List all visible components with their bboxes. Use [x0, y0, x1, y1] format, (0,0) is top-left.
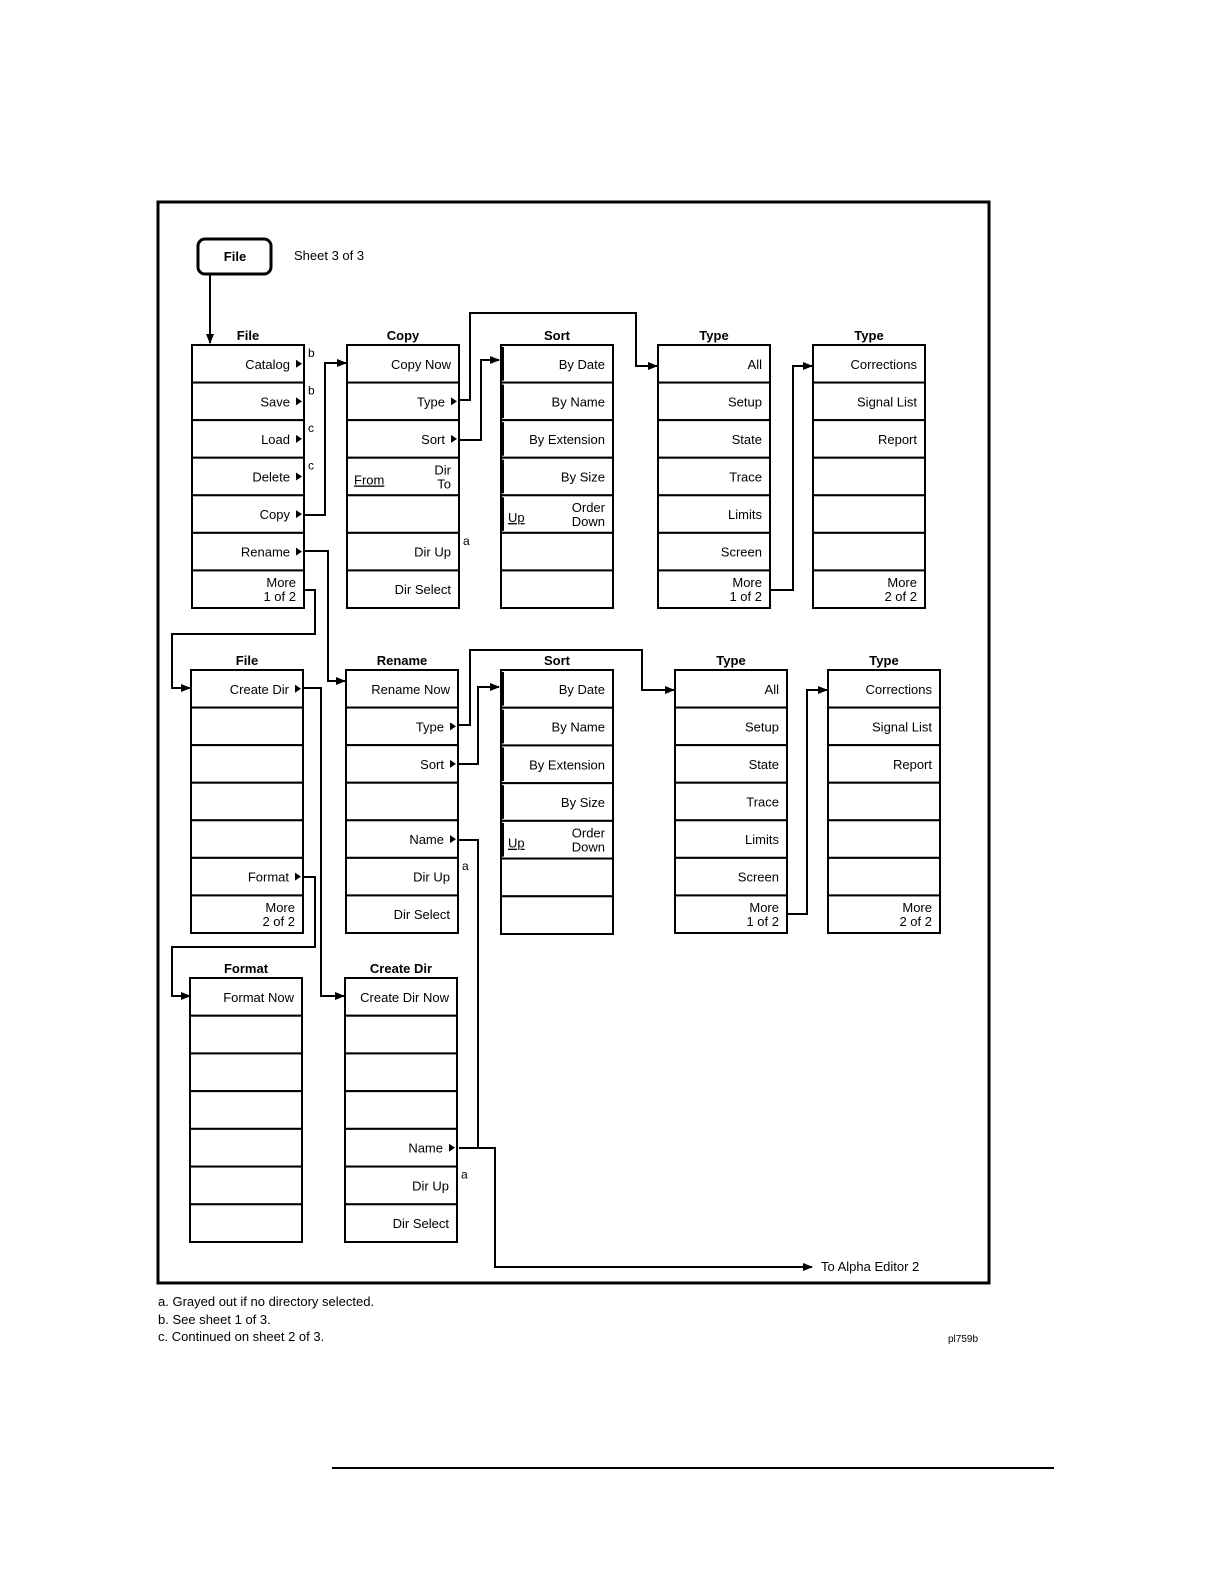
softkey-label: Copy Now [391, 356, 451, 372]
softkey-copy-blank[interactable] [347, 495, 459, 533]
softkey-box[interactable] [345, 1053, 457, 1091]
menu-file1 [192, 328, 315, 608]
menu-sort2 [501, 653, 613, 934]
softkey-label-line2: Down [571, 839, 605, 855]
softkey-sort1-blank[interactable] [501, 570, 613, 608]
softkey-sort1-by-name[interactable] [501, 383, 613, 421]
footnote-marker-a: a [461, 1167, 468, 1182]
softkey-label: By Extension [529, 757, 605, 773]
menu-title-type2: Type [854, 328, 884, 343]
softkey-label: Dir Select [392, 1216, 449, 1232]
softkey-format-blank[interactable] [190, 1204, 302, 1242]
softkey-label: Create Dir Now [360, 989, 449, 1005]
softkey-label: Sort [421, 431, 445, 447]
menu-createdir [345, 961, 468, 1242]
softkey-file2-blank[interactable] [191, 820, 303, 858]
softkey-sort1-blank[interactable] [501, 533, 613, 571]
softkey-rename-type[interactable] [346, 708, 458, 746]
softkey-type1-setup[interactable] [658, 383, 770, 421]
softkey-createdir-create-dir-now[interactable] [345, 978, 457, 1016]
menu-title-type3: Type [716, 653, 746, 668]
softkey-toggle-left: Up [508, 510, 525, 526]
softkey-label-line2: Down [571, 514, 605, 530]
softkey-type3-state[interactable] [675, 745, 787, 783]
menu-file2 [191, 653, 303, 933]
softkey-label: Report [877, 431, 917, 447]
softkey-label: Name [409, 832, 444, 848]
softkey-file1-load[interactable] [192, 420, 314, 458]
menu-title-rename: Rename [376, 653, 428, 668]
softkey-label: Signal List [872, 719, 932, 735]
softkey-label-line1: More [265, 900, 295, 916]
softkey-copy-type[interactable] [347, 383, 459, 421]
softkey-type4-blank[interactable] [828, 858, 940, 896]
softkey-label-line2: 2 of 2 [884, 589, 917, 605]
menu-type4 [828, 653, 940, 933]
softkey-label-line2: 2 of 2 [899, 914, 932, 930]
softkey-type1-screen[interactable] [658, 533, 770, 571]
softkey-type2-signal-list[interactable] [813, 383, 925, 421]
footnote-c: c. Continued on sheet 2 of 3. [158, 1329, 325, 1344]
figure-id: pl759b [948, 1334, 979, 1345]
softkey-type3-limits[interactable] [675, 820, 787, 858]
softkey-label-line2: 1 of 2 [263, 589, 296, 605]
bottom-rule [332, 1467, 1054, 1469]
footnote-marker-c: c [308, 458, 314, 473]
softkey-label: Dir Select [393, 907, 450, 923]
softkey-copy-dir-select[interactable] [347, 570, 459, 608]
softkey-rename-dir-up[interactable] [346, 858, 469, 896]
softkey-box[interactable] [190, 1167, 302, 1205]
softkey-box[interactable] [345, 1091, 457, 1129]
menu-title-type1: Type [699, 328, 729, 343]
softkey-box[interactable] [501, 533, 613, 571]
softkey-sort2-by-date[interactable] [501, 670, 613, 708]
softkey-label-line2: 1 of 2 [729, 589, 762, 605]
softkey-sort1-by-date[interactable] [501, 345, 613, 383]
footnote-a: a. Grayed out if no directory selected. [158, 1294, 375, 1309]
softkey-type1-limits[interactable] [658, 495, 770, 533]
softkey-type4-corrections[interactable] [828, 670, 940, 708]
menu-title-sort1: Sort [544, 328, 570, 343]
softkey-sort1-order-down[interactable] [501, 495, 613, 533]
softkey-rename-blank[interactable] [346, 783, 458, 821]
alpha-editor-label: To Alpha Editor 2 [821, 1259, 920, 1274]
menu-type2 [813, 328, 925, 608]
softkey-type3-trace[interactable] [675, 783, 787, 821]
softkey-file1-rename[interactable] [192, 533, 304, 571]
softkey-type1-more-1-of-2[interactable] [658, 570, 770, 608]
softkey-box[interactable] [190, 1129, 302, 1167]
menu-title-file2: File [235, 653, 259, 668]
softkey-label: Dir Up [413, 869, 450, 885]
softkey-box[interactable] [501, 896, 613, 934]
softkey-type4-blank[interactable] [828, 820, 940, 858]
softkey-type2-blank[interactable] [813, 533, 925, 571]
softkey-label: Delete [252, 469, 290, 485]
softkey-file2-format[interactable] [191, 858, 303, 896]
softkey-label-line1: More [266, 575, 296, 591]
softkey-label: Limits [745, 832, 779, 848]
softkey-type2-blank[interactable] [813, 495, 925, 533]
softkey-label: By Name [551, 394, 605, 410]
softkey-type4-report[interactable] [828, 745, 940, 783]
softkey-label: All [764, 681, 779, 697]
softkey-label: Dir Up [412, 1178, 449, 1194]
softkey-box[interactable] [190, 1016, 302, 1054]
softkey-format-blank[interactable] [190, 1091, 302, 1129]
softkey-copy-dir-to[interactable] [347, 458, 459, 496]
softkey-label: Type [416, 394, 445, 410]
softkey-sort1-by-size[interactable] [501, 458, 613, 496]
softkey-box[interactable] [347, 495, 459, 533]
softkey-label: Catalog [245, 356, 290, 372]
softkey-type2-report[interactable] [813, 420, 925, 458]
softkey-label-line1: More [887, 575, 917, 591]
softkey-label: Screen [720, 544, 762, 560]
softkey-label: Rename [240, 544, 290, 560]
softkey-rename-rename-now[interactable] [346, 670, 458, 708]
menu-title-createdir: Create Dir [369, 961, 433, 976]
sheet-label: Sheet 3 of 3 [294, 248, 365, 263]
softkey-label: Corrections [850, 356, 917, 372]
softkey-toggle-left: Up [508, 835, 525, 851]
softkey-label: All [747, 356, 762, 372]
softkey-format-blank[interactable] [190, 1167, 302, 1205]
softkey-file1-more-1-of-2[interactable] [192, 570, 304, 608]
softkey-label: Signal List [857, 394, 917, 410]
softkey-rename-sort[interactable] [346, 745, 458, 783]
softkey-createdir-dir-up[interactable] [345, 1167, 468, 1205]
softkey-file1-copy[interactable] [192, 495, 304, 533]
softkey-format-blank[interactable] [190, 1016, 302, 1054]
footnote-b: b. See sheet 1 of 3. [158, 1312, 271, 1327]
softkey-label: Limits [728, 507, 762, 523]
softkey-label-line2: 2 of 2 [262, 914, 295, 930]
softkey-label: Corrections [865, 681, 932, 697]
softkey-label: State [731, 431, 762, 447]
softkey-type4-blank[interactable] [828, 783, 940, 821]
softkey-label-line1: More [902, 900, 932, 916]
softkey-label: Name [408, 1140, 443, 1156]
menu-title-type4: Type [869, 653, 899, 668]
softkey-label: Screen [737, 869, 779, 885]
softkey-box[interactable] [828, 820, 940, 858]
softkey-type3-setup[interactable] [675, 708, 787, 746]
softkey-box[interactable] [501, 859, 613, 897]
softkey-box[interactable] [813, 495, 925, 533]
softkey-label: Report [892, 756, 932, 772]
softkey-file2-create-dir[interactable] [191, 670, 303, 708]
softkey-label-line2: 1 of 2 [746, 914, 779, 930]
softkey-rename-name[interactable] [346, 820, 458, 858]
softkey-label: By Size [560, 795, 605, 810]
softkey-label: Setup [728, 394, 762, 410]
softkey-label: Setup [745, 719, 779, 735]
softkey-createdir-blank[interactable] [345, 1016, 457, 1054]
menu-type3 [675, 653, 787, 933]
softkey-label-line1: More [749, 900, 779, 916]
softkey-label: State [748, 756, 779, 772]
softkey-copy-sort[interactable] [347, 420, 459, 458]
menu-rename [346, 653, 469, 933]
softkey-label-line1: Order [571, 825, 605, 841]
softkey-sort2-by-extension[interactable] [501, 745, 613, 783]
menu-title-file1: File [236, 328, 260, 343]
softkey-createdir-name[interactable] [345, 1129, 457, 1167]
softkey-label: Format Now [223, 989, 294, 1005]
softkey-label: Trace [729, 469, 762, 485]
softkey-file2-blank[interactable] [191, 745, 303, 783]
softkey-type4-signal-list[interactable] [828, 708, 940, 746]
softkey-label: Dir Select [394, 582, 451, 598]
softkey-box[interactable] [346, 783, 458, 821]
softkey-type3-screen[interactable] [675, 858, 787, 896]
softkey-toggle-left: From [354, 472, 385, 488]
softkey-label-line1: Dir [434, 462, 451, 478]
softkey-type2-more-2-of-2[interactable] [813, 570, 925, 608]
softkey-createdir-blank[interactable] [345, 1091, 457, 1129]
softkey-label: By Extension [529, 431, 605, 447]
softkey-box[interactable] [501, 570, 613, 608]
softkey-createdir-blank[interactable] [345, 1053, 457, 1091]
menu-title-sort2: Sort [544, 653, 570, 668]
softkey-label: Format [247, 869, 289, 885]
softkey-label: By Date [558, 681, 605, 697]
softkey-box[interactable] [813, 458, 925, 496]
softkey-box[interactable] [191, 708, 303, 746]
softkey-label: Save [260, 394, 290, 410]
footnote-marker-a: a [462, 858, 469, 873]
menu-title-format: Format [223, 961, 269, 976]
softkey-label: Create Dir [229, 681, 289, 697]
footnote-marker-a: a [463, 533, 470, 548]
softkey-box[interactable] [190, 1053, 302, 1091]
softkey-label: Copy [259, 507, 290, 523]
softkey-label-line1: Order [571, 500, 605, 516]
softkey-box[interactable] [813, 533, 925, 571]
softkey-box[interactable] [345, 1016, 457, 1054]
softkey-file2-blank[interactable] [191, 708, 303, 746]
softkey-format-blank[interactable] [190, 1053, 302, 1091]
softkey-label: Type [415, 719, 444, 735]
softkey-box[interactable] [191, 820, 303, 858]
softkey-label-line2: To [437, 476, 451, 492]
softkey-type3-more-1-of-2[interactable] [675, 895, 787, 933]
softkey-label: Load [261, 431, 290, 447]
softkey-type1-all[interactable] [658, 345, 770, 383]
softkey-sort1-by-extension[interactable] [501, 420, 613, 458]
softkey-box[interactable] [190, 1204, 302, 1242]
file-hardkey-label: File [223, 249, 247, 264]
softkey-file1-delete[interactable] [192, 458, 314, 496]
menu-sort1 [501, 328, 613, 608]
softkey-sort2-by-name[interactable] [501, 708, 613, 746]
footnote-marker-b: b [308, 346, 315, 360]
softkey-sort2-order-down[interactable] [501, 821, 613, 859]
softkey-type4-more-2-of-2[interactable] [828, 895, 940, 933]
softkey-type1-trace[interactable] [658, 458, 770, 496]
softkey-label-line1: More [732, 575, 762, 591]
softkey-type1-state[interactable] [658, 420, 770, 458]
softkey-sort2-blank[interactable] [501, 859, 613, 897]
footnote-marker-b: b [308, 383, 315, 398]
softkey-box[interactable] [191, 783, 303, 821]
softkey-format-blank[interactable] [190, 1129, 302, 1167]
softkey-box[interactable] [828, 858, 940, 896]
softkey-label: Sort [420, 756, 444, 772]
softkey-label: By Date [558, 356, 605, 372]
softkey-label: Trace [746, 794, 779, 810]
softkey-rename-dir-select[interactable] [346, 895, 458, 933]
softkey-box[interactable] [191, 745, 303, 783]
softkey-sort2-blank[interactable] [501, 896, 613, 934]
softkey-box[interactable] [190, 1091, 302, 1129]
softkey-file1-catalog[interactable] [192, 345, 315, 383]
softkey-sort2-by-size[interactable] [501, 783, 613, 821]
softkey-file1-save[interactable] [192, 383, 315, 421]
softkey-file2-blank[interactable] [191, 783, 303, 821]
softkey-type3-all[interactable] [675, 670, 787, 708]
footnote-marker-c: c [308, 421, 314, 436]
softkey-file2-more-2-of-2[interactable] [191, 895, 303, 933]
softkey-label: By Name [551, 719, 605, 735]
menu-type1 [658, 328, 770, 608]
softkey-createdir-dir-select[interactable] [345, 1204, 457, 1242]
softkey-label: Rename Now [371, 681, 450, 697]
menu-format [190, 961, 302, 1242]
softkey-label: Dir Up [414, 544, 451, 560]
softkey-copy-dir-up[interactable] [347, 533, 470, 571]
softkey-format-format-now[interactable] [190, 978, 302, 1016]
softkey-copy-copy-now[interactable] [347, 345, 459, 383]
menu-title-copy: Copy [386, 328, 420, 343]
softkey-label: By Size [560, 469, 605, 485]
softkey-type2-blank[interactable] [813, 458, 925, 496]
menu-copy [347, 328, 470, 608]
softkey-type2-corrections[interactable] [813, 345, 925, 383]
softkey-box[interactable] [828, 783, 940, 821]
